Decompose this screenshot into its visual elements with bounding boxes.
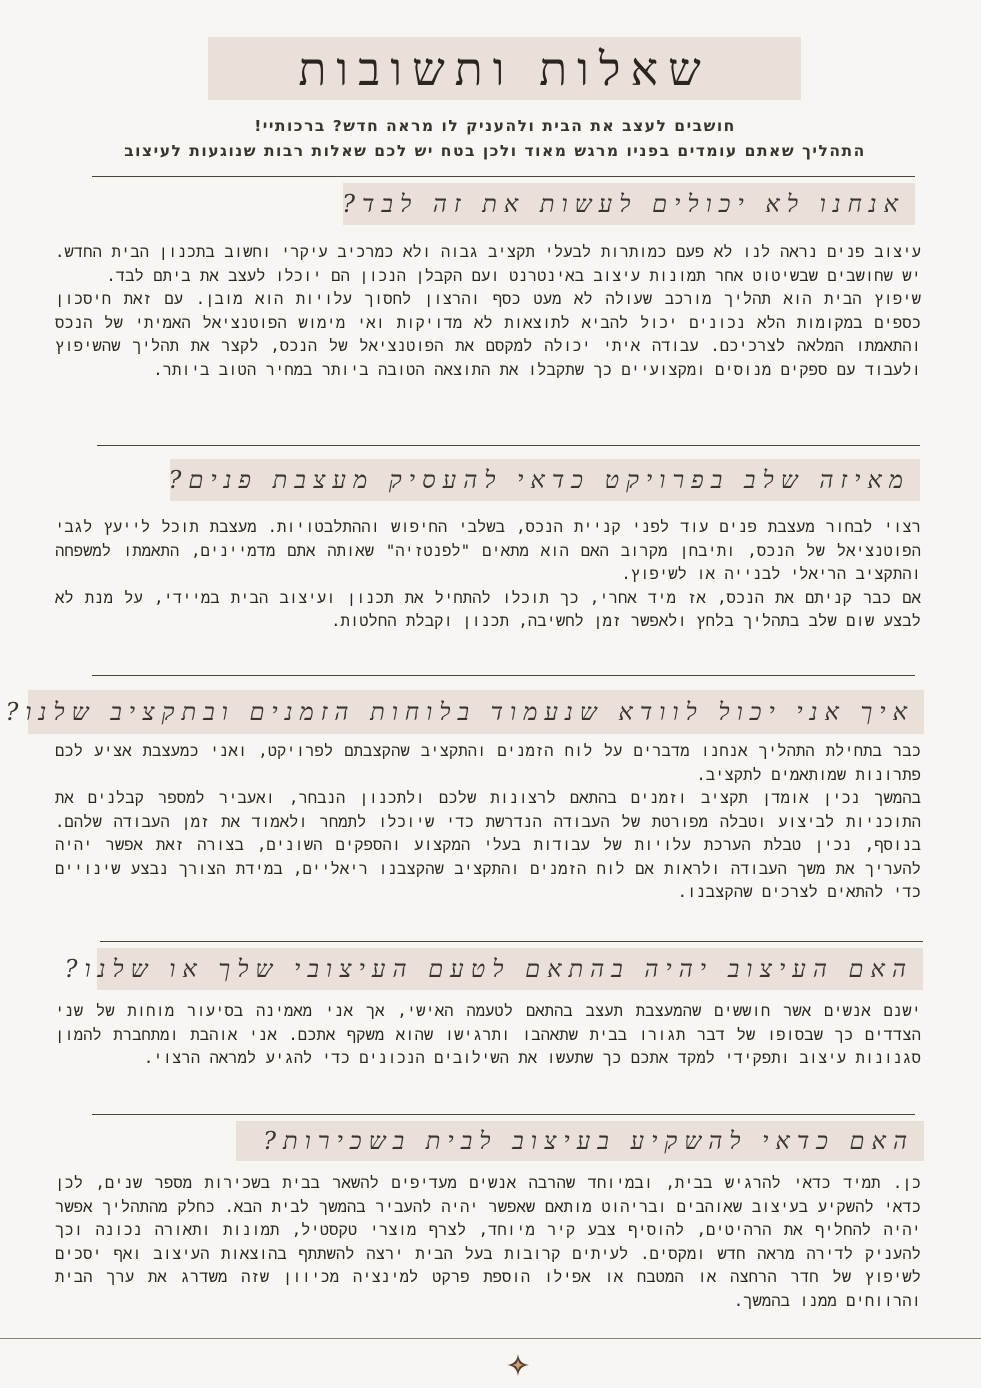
title-banner — [208, 37, 801, 100]
divider — [97, 445, 920, 446]
paragraph: אם כבר קניתם את הנכס, אז מיד אחרי, כך תוכלו להתחיל את תכנון ועיצוב הבית במיידי, על מנת לא לבצע שום שלב בתהליך בלחץ ולאפשר זמן לחשיבה, תכנון וקבלת החלטות. — [55, 588, 921, 630]
section-heading-box — [236, 1121, 924, 1161]
paragraph: בהמשך נכין אומדן תקציב וזמנים בהתאם לרצונות שלכם ולתכנון הנבחר, ואעביר למספר קבלנים את התוכניות לביצוע וטבלה מפורטת של העבודה הנדרשת כדי שיוכלו לתמחר ולאמוד את זמן העבודה שלהם. בנוסף, נכין טבלת הערכת עלויות של עבודות בעלי המקצוע והספקים השונים, בצורה זאת אפשר יהיה להעריך את משך העבודה ולראות אם לוח הזמנים והתקציב שהקצבנו ריאליים, במידת הצורך נבצע שינויים כדי להתאים לצרכים שהקצבנו. — [55, 789, 921, 901]
page-title: שאלות ותשובות — [298, 41, 711, 96]
section-body — [55, 241, 921, 382]
divider — [92, 176, 915, 177]
section-body — [55, 1000, 921, 1071]
section-heading: אנחנו לא יכולים לעשות את זה לבד? — [342, 189, 905, 218]
section-heading: האם העיצוב יהיה בהתאם לטעם העיצובי שלך או שלנו? — [64, 954, 913, 983]
paragraph: כבר בתחילת התהליך אנחנו מדברים על לוח הזמנים והתקציב שהקצבתם לפרויקט, ואני כמעצבת אציע לכם פתרונות שמותאמים לתקציב. — [55, 742, 921, 784]
divider — [92, 1114, 915, 1115]
section-heading-box — [343, 183, 915, 225]
section-heading: איך אני יכול לוודא שנעמוד בלוחות הזמנים ובתקציב שלנו? — [5, 697, 914, 726]
paragraph: עיצוב פנים נראה לנו לא פעם כמותרות לבעלי תקציב גבוה ולא כמרכיב עיקרי וחשוב בתכנון הבית החדש. יש שחושבים שבשיטוט אחר תמונות עיצוב באינטרנט ועם הקבלן הנכון הם יוכלו לעצב את ביתם לבד. — [55, 243, 921, 285]
paragraph: רצוי לבחור מעצבת פנים עוד לפני קניית הנכס, בשלבי החיפוש וההתלבטויות. מעצבת תוכל לייעץ לגבי הפוטנציאל של הנכס, ותיבחן מקרוב האם הוא מתאים "לפנטזיה" שאותה אתם מדמיינים, התאמתו למשפחה והתקציב הריאלי לבנייה או לשיפוץ. — [55, 518, 921, 583]
section-body — [55, 516, 921, 634]
section-heading-box — [5, 690, 924, 734]
intro-line-1: חושבים לעצב את הבית ולהעניק לו מראה חדש? ברכותיי! — [254, 117, 736, 135]
section-heading-box — [170, 459, 920, 501]
section-heading: האם כדאי להשקיע בעיצוב לבית בשכירות? — [263, 1126, 914, 1155]
paragraph: שיפוץ הבית הוא תהליך מורכב שעולה לא מעט כסף והרצון לחסוך עלויות הוא מובן. עם זאת חיסכון כספים במקומות הלא נכונים יכול להביא לתוצאות לא מדויקות ואי מימוש הפוטנציאל האמיתי של הנכס והתאמתו המלאה לצרכיכם. עבודה איתי יכולה למקסם את הפוטנציאל של הנכס, לקצר את תהליך שהשיפוץ ולעבוד עם ספקים מנוסים ומקצועיים כך שתקבלו את התוצאה הטובה ביותר במחיר הטוב ביותר. — [55, 290, 921, 379]
section-body — [55, 740, 921, 905]
section-heading: מאיזה שלב בפרויקט כדאי להעסיק מעצבת פנים? — [168, 465, 910, 494]
intro-line-2: התהליך שאתם עומדים בפניו מרגש מאוד ולכן בטח יש לכם שאלות רבות שנוגעות לעיצוב — [124, 142, 866, 160]
sparkle-star-icon — [506, 1353, 530, 1377]
divider — [100, 941, 923, 942]
footer-divider — [0, 1338, 981, 1339]
section-body — [55, 1172, 921, 1313]
divider — [92, 675, 915, 676]
section-heading-box — [64, 948, 923, 990]
paragraph: כן. תמיד כדאי להרגיש בבית, ובמיוחד שהרבה אנשים מעדיפים להשאר בבית בשכירות מספר שנים, לכן כדאי להשקיע בעיצוב שאוהבים ובריהוט מותאם שאפשר יהיה להעביר בהמשך לבית הבא. כחלק מהתהליך אפשר יהיה להחליף את הרהיטים, להוסיף צבע קיר מיוחד, לצרף מוצרי טקסטיל, תמונות ותאורה נכונה וכך להעניק לדירה מראה חדש ומקסים. לעיתים קרובות בעל הבית ירצה להשתתף בהוצאות העיצוב ואף יסכים לשיפוץ של חדר הרחצה או המטבח או אפילו הוספת פרקט למינציה מכיוון שזה משדרג את ערך הבית והרווחים ממנו בהמשך. — [55, 1174, 921, 1310]
paragraph: ישנם אנשים אשר חוששים שהמעצבת תעצב בהתאם לטעמה האישי, אך אני מאמינה בסיעור מוחות של שני הצדדים כך שבסופו של דבר תגורו בבית שתאהבו ותרגישו שהוא משקף אתכם. אני אוהבת ומתחברת להמון סגנונות עיצוב ותפקידי למקד אתכם כך שתעשו את השילובים הנכונים כדי להגיע למראה הרצוי. — [55, 1002, 921, 1067]
